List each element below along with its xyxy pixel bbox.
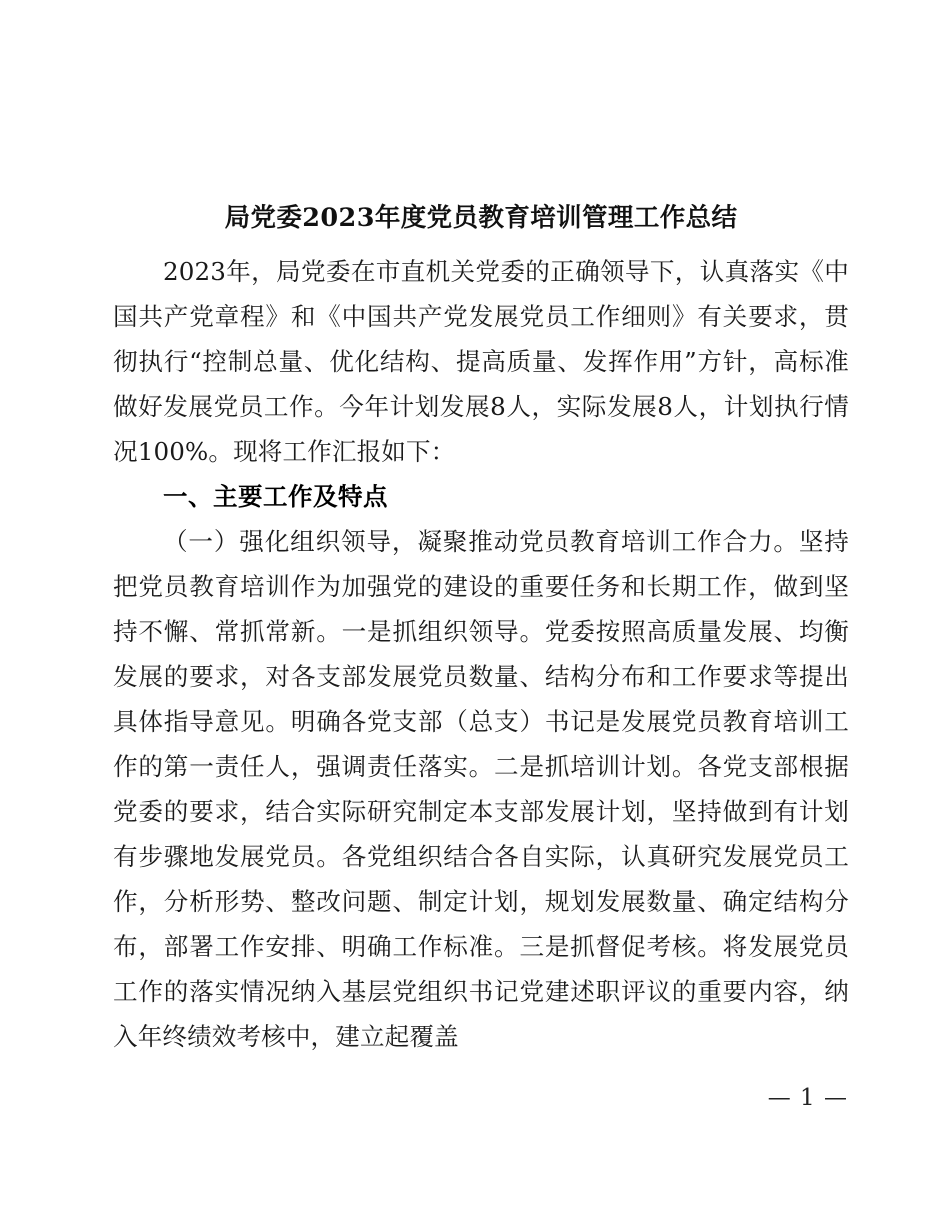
page-title: 局党委2023年度党员教育培训管理工作总结 xyxy=(224,203,738,233)
paragraph-intro: 2023年，局党委在市直机关党委的正确领导下，认真落实《中国共产党章程》和《中国共产党发展党员工作细则》有关要求，贯彻执行“控制总量、优化结构、提高质量、发挥作用”方针，高标准做好发展党员工作。今年计划发展8人，实际发展8人，计划执行情况100%。现将工作汇报如下： xyxy=(113,257,849,466)
document-content xyxy=(113,196,849,1059)
section-heading-main-work: 一、主要工作及特点 xyxy=(163,482,388,511)
paragraph-subsection-one: （一）强化组织领导，凝聚推动党员教育培训工作合力。坚持把党员教育培训作为加强党的建设的重要任务和长期工作，做到坚持不懈、常抓常新。一是抓组织领导。党委按照高质量发展、均衡发展的要求，对各支部发展党员数量、结构分布和工作要求等提出具体指导意见。明确各党支部（总支）书记是发展党员教育培训工作的第一责任人，强调责任落实。二是抓培训计划。各党支部根据党委的要求，结合实际研究制定本支部发展计划，坚持做到有计划有步骤地发展党员。各党组织结合各自实际，认真研究发展党员工作，分析形势、整改问题、制定计划，规划发展数量、确定结构分布，部署工作安排、明确工作标准。三是抓督促考核。将发展党员工作的落实情况纳入基层党组织书记党建述职评议的重要内容，纳入年终绩效考核中，建立起覆盖 xyxy=(113,527,849,1051)
page-number-footer: — 1 — xyxy=(767,1085,848,1111)
